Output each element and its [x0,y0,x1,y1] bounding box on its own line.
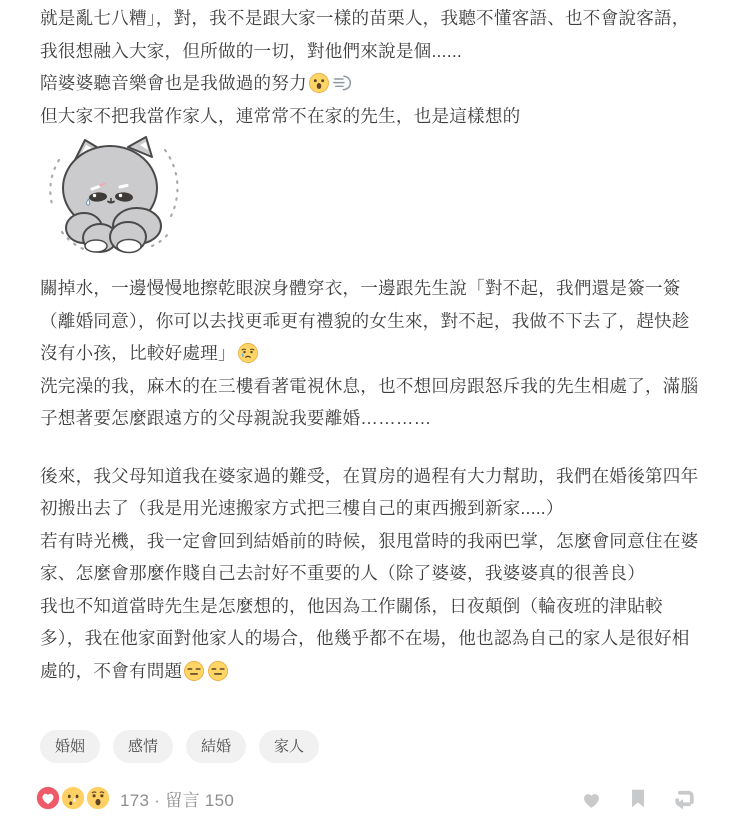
expressionless-face-emoji [183,660,205,682]
reaction-count: 173 · 留言 150 [120,790,235,810]
like-button[interactable] [579,786,604,811]
expressionless-face-emoji [207,660,229,682]
post-paragraph: 我也不知道當時先生是怎麼想的，他因為工作關係，日夜顛倒（輪夜班的津貼較多），我在他家面對他家人的場合，他幾乎都不在場，他也認為自己的家人是很好相處的，不會有問題 [40,595,690,681]
post-paragraph: 關掉水，一邊慢慢地擦乾眼淚身體穿衣，一邊跟先生說「對不起，我們還是簽一簽（離婚同意），你可以去找更乖更有禮貌的女生來，對不起，我做不下去了，趕快趁沒有小孩，比較好處理」 [40,278,690,363]
post-paragraph: 後來，我父母知道我在婆家過的難受，在買房的過程有大力幫助，我們在婚後第四年初搬出去了（我是用光速搬家方式把三樓自己的東西搬到新家.....） [40,465,699,518]
crying-face-emoji [237,342,259,364]
post-footer [40,785,703,811]
topic-tag[interactable]: 結婚 [186,730,246,763]
share-button[interactable] [672,786,697,811]
post-paragraph: 洗完澡的我，麻木的在三樓看著電視休息，也不想回房跟怒斥我的先生相處了，滿腦子想著要怎麼跟遠方的父母親說我要離婚………… [40,375,699,428]
post-paragraph: 陪婆婆聽音樂會也是我做過的努力 [40,67,703,100]
wow-reaction-icon[interactable] [85,785,111,811]
post-body [40,2,703,687]
post-paragraph: 但大家不把我當作家人，連常常不在家的先生，也是這樣想的 [40,105,521,126]
post-paragraph: 若有時光機，我一定會回到結婚前的時候，狠甩當時的我兩巴掌，怎麼會同意住在婆家、怎麼會那麼作賤自己去討好不重要的人（除了婆婆，我婆婆真的很善良） [40,530,699,583]
sad-cat-sticker-image [34,136,703,256]
bookmark-icon [627,799,649,814]
reaction-summary[interactable] [35,785,110,811]
post-paragraph: 就是亂七八糟」，對，我不是跟大家一樣的苗栗人，我聽不懂客語、也不會說客語，我很想融入大家，但所做的一切，對他們來說是個...... [40,8,690,61]
puff-of-air-emoji [332,72,354,94]
heart-icon [579,799,604,814]
heart-reaction-icon[interactable] [35,785,61,811]
tag-row [40,730,703,763]
share-repost-icon [672,799,697,814]
topic-tag[interactable]: 婚姻 [40,730,100,763]
paragraph-gap [40,435,703,460]
cry-reaction-icon[interactable] [60,785,86,811]
face-open-mouth-emoji [308,72,330,94]
action-buttons [579,786,703,811]
topic-tag[interactable]: 感情 [113,730,173,763]
topic-tag[interactable]: 家人 [259,730,319,763]
bookmark-button[interactable] [627,786,649,811]
